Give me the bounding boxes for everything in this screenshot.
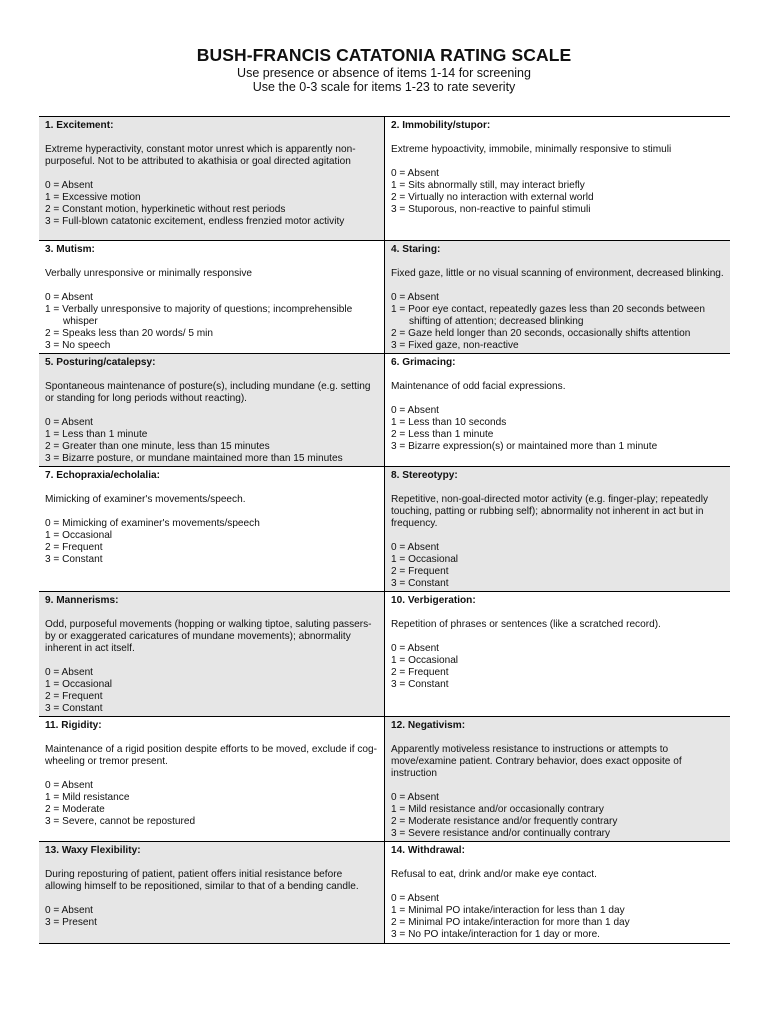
score-option: 0 = Absent bbox=[391, 643, 439, 654]
score-option: 3 = Fixed gaze, non-reactive bbox=[391, 340, 519, 351]
score-option: 3 = Constant bbox=[45, 703, 103, 714]
score-option: 2 = Less than 1 minute bbox=[391, 429, 494, 440]
item-title: 6. Grimacing: bbox=[391, 357, 456, 368]
item-3-cell bbox=[39, 241, 385, 354]
score-option: 3 = No PO intake/interaction for 1 day or more. bbox=[391, 929, 600, 940]
score-option: 1 = Less than 10 seconds bbox=[391, 417, 507, 428]
item-12-cell bbox=[385, 717, 731, 842]
score-option: 3 = Constant bbox=[391, 578, 449, 589]
document-header bbox=[0, 0, 768, 94]
score-option: 1 = Poor eye contact, repeatedly gazes less than 20 seconds between shifting of attention; decreased blinking bbox=[391, 304, 705, 327]
scale-row bbox=[39, 354, 730, 467]
score-option: 0 = Absent bbox=[391, 405, 439, 416]
document-title: BUSH-FRANCIS CATATONIA RATING SCALE bbox=[196, 45, 572, 65]
item-options bbox=[45, 292, 378, 352]
score-option: 1 = Minimal PO intake/interaction for less than 1 day bbox=[391, 905, 625, 916]
score-option: 2 = Frequent bbox=[45, 691, 103, 702]
item-description: Apparently motiveless resistance to instructions or attempts to move/examine patient. Contrary behavior, does exact opposite of instruction bbox=[391, 744, 682, 779]
score-option: 3 = Bizarre expression(s) or maintained more than 1 minute bbox=[391, 441, 658, 452]
item-9-cell bbox=[39, 592, 385, 717]
item-1-cell bbox=[39, 117, 385, 241]
score-option: 3 = Full-blown catatonic excitement, endless frenzied motor activity bbox=[45, 216, 345, 227]
item-options bbox=[391, 405, 724, 453]
item-2-cell bbox=[385, 117, 731, 241]
score-option: 0 = Absent bbox=[45, 180, 93, 191]
score-option: 0 = Absent bbox=[391, 292, 439, 303]
item-title: 14. Withdrawal: bbox=[391, 845, 465, 856]
item-description: Repetitive, non-goal-directed motor activity (e.g. finger-play; repeatedly touching, patting or rubbing self); abnormality not inherent in act but in frequency. bbox=[391, 494, 708, 529]
item-options bbox=[45, 905, 378, 929]
item-title: 4. Staring: bbox=[391, 244, 441, 255]
item-title: 11. Rigidity: bbox=[45, 720, 102, 731]
score-option: 3 = Severe resistance and/or continually contrary bbox=[391, 828, 611, 839]
score-option: 1 = Mild resistance and/or occasionally contrary bbox=[391, 804, 604, 815]
item-options bbox=[45, 518, 378, 566]
item-10-cell bbox=[385, 592, 731, 717]
score-option: 1 = Occasional bbox=[45, 530, 113, 541]
screening-instruction: Use presence or absence of items 1-14 for screening bbox=[237, 66, 531, 80]
score-option: 2 = Virtually no interaction with external world bbox=[391, 192, 594, 203]
score-option: 1 = Occasional bbox=[45, 679, 113, 690]
score-option: 0 = Mimicking of examiner's movements/speech bbox=[45, 518, 260, 529]
score-option: 0 = Absent bbox=[45, 667, 93, 678]
item-options bbox=[391, 542, 724, 590]
severity-instruction: Use the 0-3 scale for items 1-23 to rate severity bbox=[252, 80, 516, 94]
item-options bbox=[45, 667, 378, 715]
item-description: During reposturing of patient, patient offers initial resistance before allowing himself to be repositioned, similar to that of a bending candle. bbox=[45, 869, 359, 892]
scale-row bbox=[39, 592, 730, 717]
item-description: Odd, purposeful movements (hopping or walking tiptoe, saluting passers-by or exaggerated caricatures of mundane movements); abnormality inherent in act itself. bbox=[45, 619, 372, 654]
item-description: Maintenance of odd facial expressions. bbox=[391, 381, 566, 392]
item-description: Fixed gaze, little or no visual scanning of environment, decreased blinking. bbox=[391, 268, 724, 279]
score-option: 2 = Speaks less than 20 words/ 5 min bbox=[45, 328, 214, 339]
score-option: 3 = Bizarre posture, or mundane maintained more than 15 minutes bbox=[45, 453, 343, 464]
score-option: 0 = Absent bbox=[391, 168, 439, 179]
score-option: 0 = Absent bbox=[391, 542, 439, 553]
item-description: Mimicking of examiner's movements/speech. bbox=[45, 494, 246, 505]
item-5-cell bbox=[39, 354, 385, 467]
rating-scale-table bbox=[39, 116, 730, 944]
item-13-cell bbox=[39, 842, 385, 944]
score-option: 0 = Absent bbox=[45, 780, 93, 791]
item-title: 2. Immobility/stupor: bbox=[391, 120, 491, 131]
item-options bbox=[45, 417, 378, 465]
score-option: 2 = Moderate resistance and/or frequently contrary bbox=[391, 816, 618, 827]
score-option: 3 = Stuporous, non-reactive to painful stimuli bbox=[391, 204, 591, 215]
score-option: 1 = Verbally unresponsive to majority of questions; incomprehensible whisper bbox=[45, 304, 353, 327]
item-title: 12. Negativism: bbox=[391, 720, 466, 731]
scale-row bbox=[39, 467, 730, 592]
score-option: 0 = Absent bbox=[45, 417, 93, 428]
score-option: 0 = Absent bbox=[391, 893, 439, 904]
score-option: 0 = Absent bbox=[45, 905, 93, 916]
item-description: Refusal to eat, drink and/or make eye contact. bbox=[391, 869, 597, 880]
item-description: Verbally unresponsive or minimally responsive bbox=[45, 268, 253, 279]
score-option: 2 = Frequent bbox=[45, 542, 103, 553]
item-title: 8. Stereotypy: bbox=[391, 470, 458, 481]
score-option: 0 = Absent bbox=[391, 792, 439, 803]
item-title: 13. Waxy Flexibility: bbox=[45, 845, 141, 856]
item-6-cell bbox=[385, 354, 731, 467]
score-option: 1 = Excessive motion bbox=[45, 192, 141, 203]
item-options bbox=[391, 168, 724, 216]
item-options bbox=[45, 180, 378, 228]
item-options bbox=[391, 292, 724, 352]
item-title: 9. Mannerisms: bbox=[45, 595, 119, 606]
item-options bbox=[391, 792, 724, 840]
score-option: 2 = Gaze held longer than 20 seconds, occasionally shifts attention bbox=[391, 328, 691, 339]
score-option: 3 = No speech bbox=[45, 340, 111, 351]
score-option: 3 = Present bbox=[45, 917, 97, 928]
score-option: 2 = Greater than one minute, less than 15 minutes bbox=[45, 441, 270, 452]
score-option: 2 = Constant motion, hyperkinetic without rest periods bbox=[45, 204, 286, 215]
item-options bbox=[391, 893, 724, 941]
item-description: Extreme hypoactivity, immobile, minimally responsive to stimuli bbox=[391, 144, 672, 155]
item-description: Maintenance of a rigid position despite efforts to be moved, exclude if cog-wheeling or tremor present. bbox=[45, 744, 377, 767]
item-title: 7. Echopraxia/echolalia: bbox=[45, 470, 161, 481]
item-14-cell bbox=[385, 842, 731, 944]
scale-row bbox=[39, 241, 730, 354]
score-option: 1 = Occasional bbox=[391, 655, 459, 666]
score-option: 3 = Severe, cannot be repostured bbox=[45, 816, 196, 827]
scale-row bbox=[39, 117, 730, 241]
score-option: 1 = Occasional bbox=[391, 554, 459, 565]
scale-row bbox=[39, 842, 730, 944]
item-11-cell bbox=[39, 717, 385, 842]
item-options bbox=[391, 643, 724, 691]
item-options bbox=[45, 780, 378, 828]
item-title: 1. Excitement: bbox=[45, 120, 114, 131]
item-description: Repetition of phrases or sentences (like a scratched record). bbox=[391, 619, 661, 630]
score-option: 3 = Constant bbox=[45, 554, 103, 565]
item-8-cell bbox=[385, 467, 731, 592]
item-4-cell bbox=[385, 241, 731, 354]
item-7-cell bbox=[39, 467, 385, 592]
score-option: 0 = Absent bbox=[45, 292, 93, 303]
score-option: 1 = Mild resistance bbox=[45, 792, 130, 803]
score-option: 2 = Minimal PO intake/interaction for more than 1 day bbox=[391, 917, 630, 928]
score-option: 2 = Frequent bbox=[391, 667, 449, 678]
score-option: 3 = Constant bbox=[391, 679, 449, 690]
score-option: 2 = Frequent bbox=[391, 566, 449, 577]
score-option: 1 = Less than 1 minute bbox=[45, 429, 148, 440]
item-title: 5. Posturing/catalepsy: bbox=[45, 357, 156, 368]
score-option: 2 = Moderate bbox=[45, 804, 105, 815]
item-description: Spontaneous maintenance of posture(s), including mundane (e.g. setting or standing for long periods without reacting). bbox=[45, 381, 371, 404]
scale-row bbox=[39, 717, 730, 842]
item-title: 10. Verbigeration: bbox=[391, 595, 476, 606]
score-option: 1 = Sits abnormally still, may interact briefly bbox=[391, 180, 585, 191]
item-description: Extreme hyperactivity, constant motor unrest which is apparently non-purposeful. Not to be attributed to akathisia or goal directed agitation bbox=[45, 144, 356, 167]
item-title: 3. Mutism: bbox=[45, 244, 95, 255]
